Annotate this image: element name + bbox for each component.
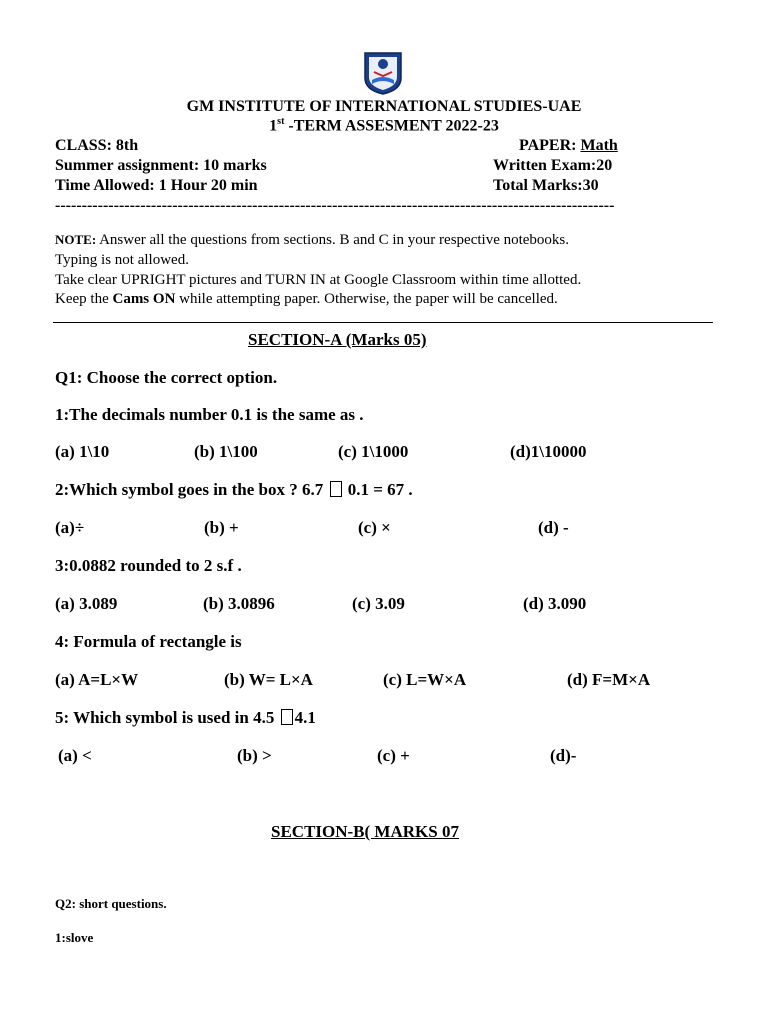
dash-divider: ---------------------------------------------------------------------------------------------------------: [55, 197, 615, 214]
q2-option-c: (c) ×: [358, 518, 391, 537]
missing-symbol-box: [281, 709, 293, 725]
q4-option-c: (c) L=W×A: [383, 670, 467, 689]
question-2: 2:Which symbol goes in the box ? 6.7 0.1 = 67 .: [55, 480, 413, 499]
q2-option-b: (b) +: [204, 518, 239, 537]
q5-option-c: (c) +: [377, 746, 410, 765]
q5-option-d: (d)-: [550, 746, 577, 765]
q1-heading: Q1: Choose the correct option.: [55, 368, 278, 387]
total-marks: Total Marks:30: [493, 177, 599, 194]
q3-option-a: (a) 3.089: [55, 594, 118, 613]
q1-option-d: (d)1\10000: [510, 442, 587, 461]
institute-title: GM INSTITUTE OF INTERNATIONAL STUDIES-UAE: [186, 98, 582, 115]
q4-option-a: (a) A=L×W: [55, 670, 139, 689]
q2-heading: Q2: short questions.: [55, 896, 167, 911]
q4-option-d: (d) F=M×A: [567, 670, 651, 689]
school-logo: [360, 50, 406, 96]
q2-option-d: (d) -: [538, 518, 569, 537]
q2-item-1: 1:slove: [55, 930, 94, 945]
note-line-4: Keep the Cams ON while attempting paper. Otherwise, the paper will be cancelled.: [55, 291, 558, 307]
note-line-3: Take clear UPRIGHT pictures and TURN IN at Google Classroom within time allotted.: [55, 272, 582, 288]
written-exam: Written Exam:20: [493, 157, 613, 174]
horizontal-rule: [53, 322, 713, 323]
q5-option-a: (a) <: [58, 746, 92, 765]
question-4: 4: Formula of rectangle is: [55, 632, 242, 651]
q1-option-a: (a) 1\10: [55, 442, 110, 461]
note-line-2: Typing is not allowed.: [55, 252, 189, 268]
missing-symbol-box: [330, 481, 342, 497]
q1-option-b: (b) 1\100: [194, 442, 258, 461]
time-allowed: Time Allowed: 1 Hour 20 min: [55, 177, 258, 194]
section-b-title: SECTION-B( MARKS 07: [271, 822, 459, 841]
q5-option-b: (b) >: [237, 746, 272, 765]
question-5: 5: Which symbol is used in 4.5 4.1: [55, 708, 316, 727]
summer-assignment: Summer assignment: 10 marks: [55, 157, 267, 174]
paper-label: PAPER: Math: [519, 137, 618, 154]
question-1: 1:The decimals number 0.1 is the same as .: [55, 405, 364, 424]
q2-option-a: (a)÷: [55, 518, 85, 537]
q3-option-d: (d) 3.090: [523, 594, 587, 613]
section-a-title: SECTION-A (Marks 05): [248, 330, 427, 349]
q4-option-b: (b) W= L×A: [224, 670, 313, 689]
q1-option-c: (c) 1\1000: [338, 442, 409, 461]
term-title: 1st -TERM ASSESMENT 2022-23: [269, 116, 499, 135]
q3-option-b: (b) 3.0896: [203, 594, 275, 613]
class-label: CLASS: 8th: [55, 137, 139, 154]
q3-option-c: (c) 3.09: [352, 594, 405, 613]
note-line-1: NOTE: Answer all the questions from sections. B and C in your respective notebooks.: [55, 232, 570, 248]
question-3: 3:0.0882 rounded to 2 s.f .: [55, 556, 242, 575]
